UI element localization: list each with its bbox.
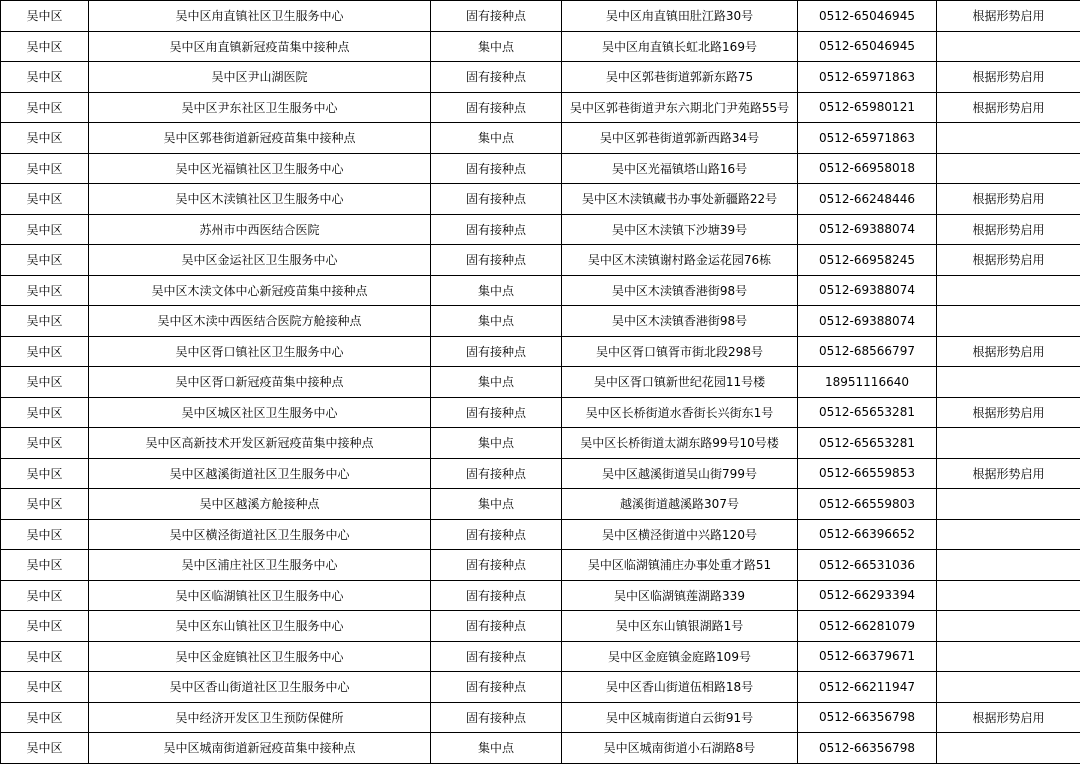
- note-cell: [937, 275, 1080, 306]
- table-row: [1, 458, 1080, 489]
- table-row: [1, 611, 1080, 642]
- district-cell: 吴中区: [1, 397, 89, 428]
- district-cell: 吴中区: [1, 611, 89, 642]
- address-cell: 吴中区光福镇塔山路16号: [562, 153, 798, 184]
- district-cell: 吴中区: [1, 458, 89, 489]
- note-cell: 根据形势启用: [937, 336, 1080, 367]
- note-cell: [937, 519, 1080, 550]
- address-cell: 吴中区城南街道小石湖路8号: [562, 733, 798, 764]
- address-cell: 吴中区东山镇银湖路1号: [562, 611, 798, 642]
- phone-cell: 0512-65971863: [798, 123, 937, 154]
- site-type-cell: 固有接种点: [431, 519, 562, 550]
- note-cell: 根据形势启用: [937, 458, 1080, 489]
- site-name-cell: 吴中区浦庄社区卫生服务中心: [89, 550, 431, 581]
- site-name-cell: 吴中区临湖镇社区卫生服务中心: [89, 580, 431, 611]
- table-row: [1, 397, 1080, 428]
- site-type-cell: 固有接种点: [431, 214, 562, 245]
- phone-cell: 0512-66379671: [798, 641, 937, 672]
- site-type-cell: 固有接种点: [431, 245, 562, 276]
- site-name-cell: 吴中区木渎中西医结合医院方舱接种点: [89, 306, 431, 337]
- address-cell: 吴中区横泾街道中兴路120号: [562, 519, 798, 550]
- district-cell: 吴中区: [1, 1, 89, 32]
- district-cell: 吴中区: [1, 428, 89, 459]
- table-row: [1, 672, 1080, 703]
- site-type-cell: 固有接种点: [431, 92, 562, 123]
- district-cell: 吴中区: [1, 367, 89, 398]
- note-cell: 根据形势启用: [937, 702, 1080, 733]
- table-row: [1, 153, 1080, 184]
- district-cell: 吴中区: [1, 214, 89, 245]
- district-cell: 吴中区: [1, 306, 89, 337]
- address-cell: 吴中区城南街道白云街91号: [562, 702, 798, 733]
- site-type-cell: 固有接种点: [431, 641, 562, 672]
- table-row: [1, 550, 1080, 581]
- site-type-cell: 固有接种点: [431, 62, 562, 93]
- site-name-cell: 吴中区甪直镇新冠疫苗集中接种点: [89, 31, 431, 62]
- site-type-cell: 固有接种点: [431, 153, 562, 184]
- district-cell: 吴中区: [1, 702, 89, 733]
- address-cell: 吴中区木渎镇藏书办事处新疆路22号: [562, 184, 798, 215]
- note-cell: [937, 580, 1080, 611]
- site-type-cell: 集中点: [431, 428, 562, 459]
- phone-cell: 0512-66531036: [798, 550, 937, 581]
- phone-cell: 0512-65046945: [798, 31, 937, 62]
- table-row: [1, 123, 1080, 154]
- note-cell: [937, 123, 1080, 154]
- phone-cell: 0512-65046945: [798, 1, 937, 32]
- site-type-cell: 集中点: [431, 275, 562, 306]
- note-cell: 根据形势启用: [937, 184, 1080, 215]
- note-cell: [937, 153, 1080, 184]
- district-cell: 吴中区: [1, 62, 89, 93]
- table-row: [1, 245, 1080, 276]
- site-name-cell: 吴中区木渎镇社区卫生服务中心: [89, 184, 431, 215]
- note-cell: 根据形势启用: [937, 1, 1080, 32]
- district-cell: 吴中区: [1, 672, 89, 703]
- address-cell: 吴中区甪直镇田肚江路30号: [562, 1, 798, 32]
- address-cell: 吴中区长桥街道水香街长兴街东1号: [562, 397, 798, 428]
- site-type-cell: 固有接种点: [431, 672, 562, 703]
- table-row: [1, 489, 1080, 520]
- phone-cell: 0512-65653281: [798, 428, 937, 459]
- site-name-cell: 吴中区东山镇社区卫生服务中心: [89, 611, 431, 642]
- table-row: [1, 336, 1080, 367]
- table-row: [1, 214, 1080, 245]
- phone-cell: 0512-66248446: [798, 184, 937, 215]
- site-name-cell: 吴中区金运社区卫生服务中心: [89, 245, 431, 276]
- site-name-cell: 吴中区城区社区卫生服务中心: [89, 397, 431, 428]
- address-cell: 吴中区金庭镇金庭路109号: [562, 641, 798, 672]
- note-cell: [937, 641, 1080, 672]
- site-type-cell: 固有接种点: [431, 580, 562, 611]
- note-cell: [937, 306, 1080, 337]
- site-name-cell: 吴中区胥口镇社区卫生服务中心: [89, 336, 431, 367]
- site-name-cell: 吴中区越溪街道社区卫生服务中心: [89, 458, 431, 489]
- table-row: [1, 702, 1080, 733]
- site-type-cell: 集中点: [431, 31, 562, 62]
- phone-cell: 0512-69388074: [798, 306, 937, 337]
- site-name-cell: 吴中区金庭镇社区卫生服务中心: [89, 641, 431, 672]
- phone-cell: 0512-66559853: [798, 458, 937, 489]
- site-name-cell: 吴中区越溪方舱接种点: [89, 489, 431, 520]
- address-cell: 吴中区香山街道伍相路18号: [562, 672, 798, 703]
- phone-cell: 0512-66559803: [798, 489, 937, 520]
- table-row: [1, 519, 1080, 550]
- address-cell: 吴中区长桥街道太湖东路99号10号楼: [562, 428, 798, 459]
- phone-cell: 0512-66281079: [798, 611, 937, 642]
- site-type-cell: 固有接种点: [431, 397, 562, 428]
- site-name-cell: 吴中区高新技术开发区新冠疫苗集中接种点: [89, 428, 431, 459]
- phone-cell: 0512-66356798: [798, 733, 937, 764]
- table-row: [1, 580, 1080, 611]
- address-cell: 吴中区郭巷街道郭新西路34号: [562, 123, 798, 154]
- table-row: [1, 367, 1080, 398]
- address-cell: 吴中区临湖镇浦庄办事处重才路51: [562, 550, 798, 581]
- site-type-cell: 固有接种点: [431, 550, 562, 581]
- address-cell: 吴中区木渎镇谢村路金运花园76栋: [562, 245, 798, 276]
- table-row: [1, 31, 1080, 62]
- table-row: [1, 275, 1080, 306]
- table-body: [1, 1, 1080, 764]
- phone-cell: 0512-69388074: [798, 214, 937, 245]
- district-cell: 吴中区: [1, 123, 89, 154]
- note-cell: [937, 31, 1080, 62]
- phone-cell: 0512-66356798: [798, 702, 937, 733]
- address-cell: 吴中区胥口镇胥市街北段298号: [562, 336, 798, 367]
- site-name-cell: 吴中区尹山湖医院: [89, 62, 431, 93]
- site-name-cell: 吴中区郭巷街道新冠疫苗集中接种点: [89, 123, 431, 154]
- site-name-cell: 吴中区城南街道新冠疫苗集中接种点: [89, 733, 431, 764]
- note-cell: 根据形势启用: [937, 397, 1080, 428]
- note-cell: 根据形势启用: [937, 245, 1080, 276]
- district-cell: 吴中区: [1, 336, 89, 367]
- note-cell: [937, 672, 1080, 703]
- note-cell: [937, 489, 1080, 520]
- note-cell: [937, 733, 1080, 764]
- district-cell: 吴中区: [1, 31, 89, 62]
- district-cell: 吴中区: [1, 92, 89, 123]
- phone-cell: 0512-69388074: [798, 275, 937, 306]
- phone-cell: 0512-68566797: [798, 336, 937, 367]
- site-type-cell: 固有接种点: [431, 336, 562, 367]
- district-cell: 吴中区: [1, 641, 89, 672]
- phone-cell: 0512-66958245: [798, 245, 937, 276]
- site-type-cell: 固有接种点: [431, 458, 562, 489]
- note-cell: [937, 611, 1080, 642]
- site-name-cell: 苏州市中西医结合医院: [89, 214, 431, 245]
- site-name-cell: 吴中区木渎文体中心新冠疫苗集中接种点: [89, 275, 431, 306]
- site-name-cell: 吴中经济开发区卫生预防保健所: [89, 702, 431, 733]
- address-cell: 吴中区甪直镇长虹北路169号: [562, 31, 798, 62]
- table-row: [1, 428, 1080, 459]
- address-cell: 越溪街道越溪路307号: [562, 489, 798, 520]
- site-type-cell: 集中点: [431, 123, 562, 154]
- site-name-cell: 吴中区香山街道社区卫生服务中心: [89, 672, 431, 703]
- site-type-cell: 集中点: [431, 306, 562, 337]
- table-row: [1, 641, 1080, 672]
- district-cell: 吴中区: [1, 184, 89, 215]
- address-cell: 吴中区越溪街道吴山街799号: [562, 458, 798, 489]
- note-cell: 根据形势启用: [937, 62, 1080, 93]
- site-type-cell: 固有接种点: [431, 702, 562, 733]
- district-cell: 吴中区: [1, 580, 89, 611]
- site-name-cell: 吴中区胥口新冠疫苗集中接种点: [89, 367, 431, 398]
- district-cell: 吴中区: [1, 550, 89, 581]
- site-type-cell: 集中点: [431, 367, 562, 398]
- district-cell: 吴中区: [1, 245, 89, 276]
- phone-cell: 0512-65971863: [798, 62, 937, 93]
- address-cell: 吴中区郭巷街道尹东六期北门尹苑路55号: [562, 92, 798, 123]
- note-cell: [937, 428, 1080, 459]
- phone-cell: 0512-66396652: [798, 519, 937, 550]
- district-cell: 吴中区: [1, 153, 89, 184]
- phone-cell: 0512-66293394: [798, 580, 937, 611]
- address-cell: 吴中区郭巷街道郭新东路75: [562, 62, 798, 93]
- site-type-cell: 集中点: [431, 489, 562, 520]
- site-name-cell: 吴中区尹东社区卫生服务中心: [89, 92, 431, 123]
- table-row: [1, 92, 1080, 123]
- phone-cell: 0512-66958018: [798, 153, 937, 184]
- table-row: [1, 184, 1080, 215]
- site-type-cell: 集中点: [431, 733, 562, 764]
- address-cell: 吴中区木渎镇香港街98号: [562, 275, 798, 306]
- site-name-cell: 吴中区甪直镇社区卫生服务中心: [89, 1, 431, 32]
- district-cell: 吴中区: [1, 275, 89, 306]
- table-row: [1, 1, 1080, 32]
- district-cell: 吴中区: [1, 733, 89, 764]
- note-cell: [937, 367, 1080, 398]
- note-cell: 根据形势启用: [937, 92, 1080, 123]
- site-type-cell: 固有接种点: [431, 611, 562, 642]
- table-row: [1, 62, 1080, 93]
- site-type-cell: 固有接种点: [431, 184, 562, 215]
- site-name-cell: 吴中区横泾街道社区卫生服务中心: [89, 519, 431, 550]
- site-type-cell: 固有接种点: [431, 1, 562, 32]
- phone-cell: 18951116640: [798, 367, 937, 398]
- table-row: [1, 733, 1080, 764]
- district-cell: 吴中区: [1, 489, 89, 520]
- table-row: [1, 306, 1080, 337]
- address-cell: 吴中区临湖镇莲湖路339: [562, 580, 798, 611]
- phone-cell: 0512-65980121: [798, 92, 937, 123]
- note-cell: [937, 550, 1080, 581]
- phone-cell: 0512-66211947: [798, 672, 937, 703]
- note-cell: 根据形势启用: [937, 214, 1080, 245]
- phone-cell: 0512-65653281: [798, 397, 937, 428]
- address-cell: 吴中区木渎镇香港街98号: [562, 306, 798, 337]
- site-name-cell: 吴中区光福镇社区卫生服务中心: [89, 153, 431, 184]
- address-cell: 吴中区木渎镇下沙塘39号: [562, 214, 798, 245]
- address-cell: 吴中区胥口镇新世纪花园11号楼: [562, 367, 798, 398]
- district-cell: 吴中区: [1, 519, 89, 550]
